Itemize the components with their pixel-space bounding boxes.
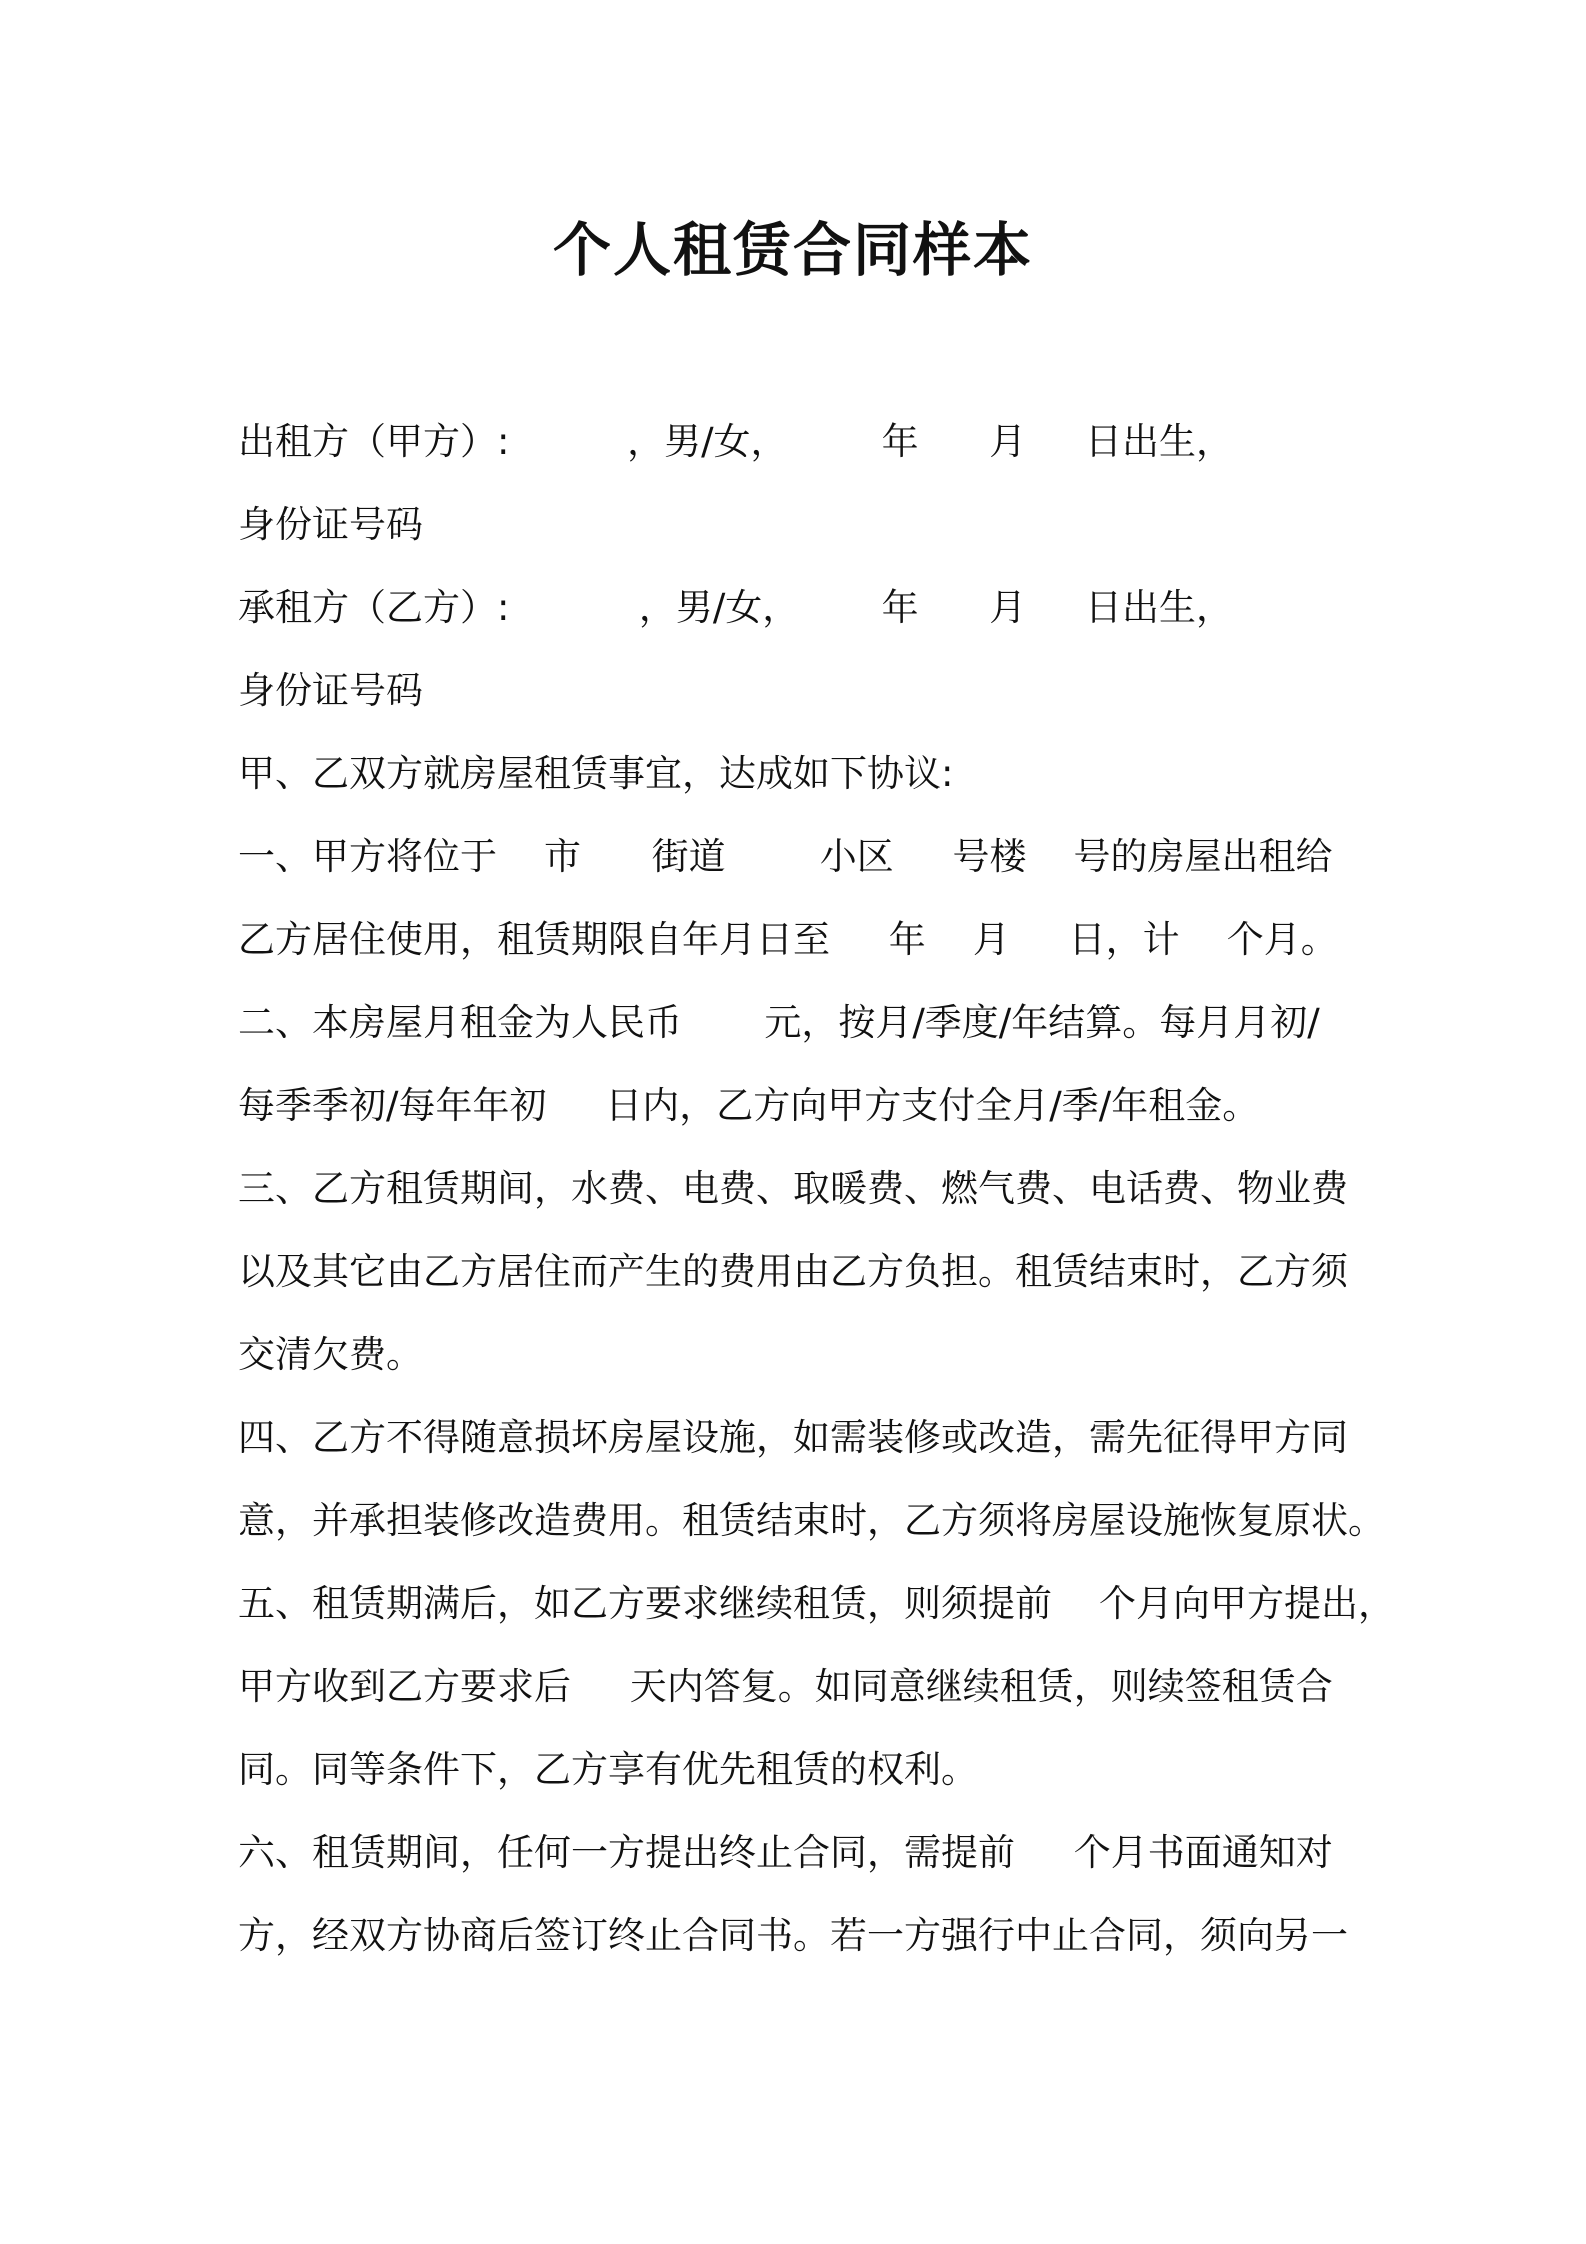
clause-4-line-1: 四、乙方不得随意损坏房屋设施，如需装修或改造，需先征得甲方同 xyxy=(238,1416,1348,1459)
agreement-intro-line: 甲、乙双方就房屋租赁事宜，达成如下协议: xyxy=(238,752,954,795)
document-title: 个人租赁合同样本 xyxy=(552,216,1033,284)
clause-2-line-1: 二、本房屋月租金为人民币 元，按月/季度/年结算。每月月初/ xyxy=(238,1001,1320,1044)
lessor-id-line: 身份证号码 xyxy=(238,503,423,546)
clause-5-line-3: 同。同等条件下，乙方享有优先租赁的权利。 xyxy=(238,1748,978,1791)
lessor-info-line: 出租方（甲方）: ，男/女， 年 月 日出生， xyxy=(238,420,1234,463)
clause-1-line-1: 一、甲方将位于 市 街道 小区 号楼 号的房屋出租给 xyxy=(238,835,1333,878)
clause-3-line-2: 以及其它由乙方居住而产生的费用由乙方负担。租赁结束时，乙方须 xyxy=(238,1250,1348,1293)
clause-3-line-1: 三、乙方租赁期间，水费、电费、取暖费、燃气费、电话费、物业费 xyxy=(238,1167,1348,1210)
clause-4-line-2: 意，并承担装修改造费用。租赁结束时，乙方须将房屋设施恢复原状。 xyxy=(238,1499,1385,1542)
clause-2-line-2: 每季季初/每年年初 日内，乙方向甲方支付全月/季/年租金。 xyxy=(238,1084,1260,1127)
clause-5-line-2: 甲方收到乙方要求后 天内答复。如同意继续租赁，则续签租赁合 xyxy=(238,1665,1333,1708)
clause-6-line-2: 方，经双方协商后签订终止合同书。若一方强行中止合同，须向另一 xyxy=(238,1914,1348,1957)
clause-3-line-3: 交清欠费。 xyxy=(238,1333,423,1376)
lessee-id-line: 身份证号码 xyxy=(238,669,423,712)
lessee-info-line: 承租方（乙方）: ，男/女， 年 月 日出生， xyxy=(238,586,1234,629)
clause-5-line-1: 五、租赁期满后，如乙方要求继续租赁，则须提前 个月向甲方提出， xyxy=(238,1582,1396,1625)
clause-6-line-1: 六、租赁期间，任何一方提出终止合同，需提前 个月书面通知对 xyxy=(238,1831,1333,1874)
clause-1-line-2: 乙方居住使用，租赁期限自年月日至 年 月 日，计 个月。 xyxy=(238,918,1338,961)
